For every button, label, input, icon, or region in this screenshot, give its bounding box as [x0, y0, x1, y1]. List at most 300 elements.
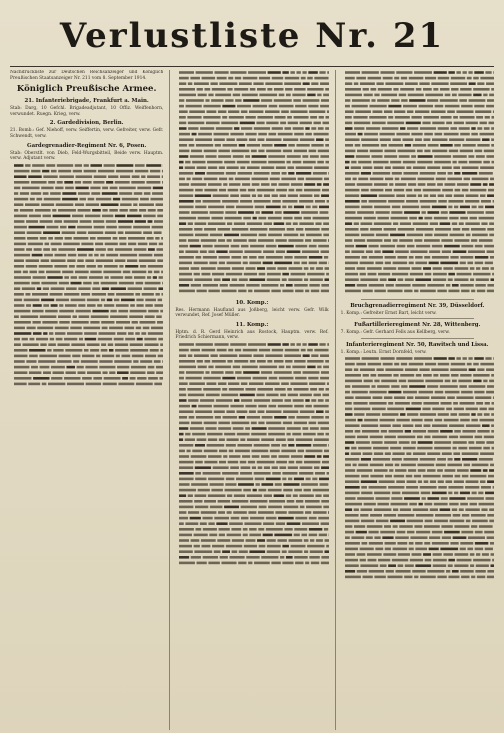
- print-stroke: [121, 354, 130, 357]
- print-stroke: [196, 528, 202, 531]
- print-stroke: [449, 150, 458, 153]
- print-stroke: [141, 175, 145, 178]
- print-stroke: [391, 99, 399, 102]
- print-stroke: [67, 259, 75, 262]
- print-stroke: [179, 284, 189, 287]
- print-stroke: [274, 494, 285, 497]
- print-stroke: [202, 77, 216, 80]
- print-stroke: [309, 150, 317, 153]
- print-stroke: [237, 105, 251, 108]
- print-stroke: [400, 127, 405, 130]
- print-stroke: [485, 358, 491, 361]
- print-stroke: [395, 537, 409, 540]
- print-stroke: [248, 290, 252, 293]
- print-stroke: [301, 77, 306, 80]
- print-stroke: [296, 172, 311, 175]
- print-stroke: [213, 194, 229, 197]
- print-stroke: [80, 220, 92, 223]
- print-stroke: [195, 222, 207, 225]
- print-stroke: [437, 481, 443, 484]
- print-stroke: [157, 259, 163, 262]
- print-stroke: [466, 363, 471, 366]
- print-stroke: [414, 239, 422, 242]
- print-stroke: [465, 200, 479, 203]
- print-stroke: [94, 175, 107, 178]
- print-stroke: [195, 278, 213, 281]
- print-stroke: [186, 105, 202, 108]
- print-stroke: [246, 388, 256, 391]
- print-stroke: [307, 273, 324, 276]
- print-stroke: [20, 192, 29, 195]
- print-stroke: [14, 343, 21, 346]
- print-stroke: [408, 77, 423, 80]
- print-stroke: [179, 506, 193, 509]
- print-stroke: [139, 254, 153, 257]
- print-stroke: [229, 455, 240, 458]
- print-stroke: [151, 326, 163, 329]
- print-stroke: [239, 278, 248, 281]
- print-stroke: [91, 192, 100, 195]
- print-stroke: [119, 265, 123, 268]
- print-stroke: [188, 388, 202, 391]
- print-stroke: [14, 354, 27, 357]
- print-stroke: [22, 287, 35, 290]
- print-stroke: [486, 391, 494, 394]
- print-stroke: [192, 433, 205, 436]
- print-stroke: [479, 239, 493, 242]
- print-stroke: [25, 164, 30, 167]
- print-stroke: [64, 377, 80, 380]
- print-stroke: [244, 99, 260, 102]
- print-stroke: [253, 489, 257, 492]
- print-stroke: [188, 127, 198, 130]
- print-stroke: [458, 509, 463, 512]
- print-stroke: [460, 503, 468, 506]
- print-stroke: [433, 273, 447, 276]
- print-stroke: [215, 144, 221, 147]
- print-stroke: [195, 444, 205, 447]
- print-stroke: [396, 133, 409, 136]
- print-stroke: [475, 278, 488, 281]
- print-stroke: [396, 194, 405, 197]
- print-stroke: [409, 99, 425, 102]
- print-stroke: [461, 531, 473, 534]
- print-stroke: [232, 267, 244, 270]
- print-stroke: [293, 399, 304, 402]
- print-stroke: [304, 189, 320, 192]
- print-stroke: [471, 178, 488, 181]
- print-stroke: [204, 388, 221, 391]
- print-stroke: [373, 161, 388, 164]
- print-stroke: [410, 250, 427, 253]
- print-stroke: [93, 220, 104, 223]
- print-stroke: [366, 526, 382, 529]
- print-stroke: [106, 254, 118, 257]
- print-stroke: [259, 489, 267, 492]
- print-stroke: [394, 116, 409, 119]
- print-stroke: [452, 284, 459, 287]
- print-stroke: [51, 304, 58, 307]
- print-stroke: [345, 514, 359, 517]
- print-stroke: [318, 161, 325, 164]
- print-stroke: [102, 371, 107, 374]
- print-stroke: [412, 144, 425, 147]
- print-stroke: [405, 408, 420, 411]
- print-stroke: [67, 332, 83, 335]
- print-stroke: [453, 453, 460, 456]
- print-stroke: [222, 562, 237, 565]
- print-stroke: [42, 382, 47, 385]
- print-stroke: [478, 492, 483, 495]
- print-stroke: [303, 433, 316, 436]
- print-stroke: [437, 414, 448, 417]
- print-stroke: [345, 194, 359, 197]
- print-stroke: [55, 254, 67, 257]
- print-stroke: [326, 388, 329, 391]
- print-stroke: [29, 338, 34, 341]
- print-stroke: [454, 267, 468, 270]
- print-stroke: [98, 170, 114, 173]
- print-stroke: [66, 366, 75, 369]
- print-stroke: [384, 166, 390, 169]
- print-stroke: [371, 155, 382, 158]
- print-stroke: [420, 290, 436, 293]
- print-stroke: [259, 150, 265, 153]
- print-stroke: [179, 472, 194, 475]
- army-heading: Königlich Preußische Armee.: [16, 84, 157, 95]
- print-stroke: [345, 290, 361, 293]
- print-stroke: [345, 256, 360, 259]
- print-stroke: [160, 343, 163, 346]
- print-stroke: [81, 293, 90, 296]
- print-stroke: [372, 172, 390, 175]
- print-stroke: [32, 293, 48, 296]
- print-stroke: [194, 354, 209, 357]
- print-stroke: [261, 99, 272, 102]
- print-stroke: [375, 498, 389, 501]
- print-stroke: [266, 422, 281, 425]
- print-stroke: [345, 105, 350, 108]
- print-stroke: [229, 450, 234, 453]
- print-stroke: [295, 489, 303, 492]
- print-stroke: [473, 363, 479, 366]
- print-stroke: [219, 166, 225, 169]
- print-stroke: [227, 262, 242, 265]
- print-stroke: [179, 349, 189, 352]
- print-stroke: [435, 464, 445, 467]
- print-stroke: [51, 242, 62, 245]
- print-stroke: [39, 265, 53, 268]
- print-stroke: [487, 576, 494, 579]
- print-stroke: [321, 427, 329, 430]
- print-stroke: [50, 192, 61, 195]
- print-stroke: [379, 133, 394, 136]
- print-stroke: [195, 172, 205, 175]
- print-stroke: [406, 166, 411, 169]
- print-stroke: [229, 178, 234, 181]
- print-stroke: [161, 237, 163, 240]
- print-stroke: [218, 539, 231, 542]
- print-stroke: [122, 377, 128, 380]
- print-stroke: [14, 360, 25, 363]
- print-stroke: [345, 542, 360, 545]
- print-stroke: [78, 287, 90, 290]
- print-stroke: [259, 405, 268, 408]
- print-stroke: [314, 438, 328, 441]
- print-stroke: [96, 198, 111, 201]
- print-stroke: [437, 77, 448, 80]
- print-stroke: [264, 466, 270, 469]
- print-stroke: [125, 326, 135, 329]
- print-stroke: [283, 562, 294, 565]
- print-stroke: [314, 405, 329, 408]
- print-stroke: [477, 369, 484, 372]
- print-stroke: [319, 262, 327, 265]
- print-stroke: [227, 239, 232, 242]
- print-stroke: [148, 270, 152, 273]
- print-stroke: [484, 531, 494, 534]
- print-stroke: [119, 242, 126, 245]
- print-stroke: [128, 242, 136, 245]
- print-stroke: [52, 248, 57, 251]
- print-stroke: [456, 559, 471, 562]
- print-stroke: [147, 175, 160, 178]
- print-stroke: [99, 360, 112, 363]
- print-stroke: [324, 178, 328, 181]
- print-stroke: [191, 211, 208, 214]
- print-stroke: [274, 222, 285, 225]
- print-stroke: [46, 270, 61, 273]
- print-stroke: [371, 99, 375, 102]
- print-stroke: [369, 436, 382, 439]
- print-stroke: [294, 150, 307, 153]
- print-stroke: [208, 494, 226, 497]
- print-stroke: [136, 326, 141, 329]
- print-stroke: [423, 194, 428, 197]
- print-stroke: [312, 354, 319, 357]
- print-stroke: [248, 343, 266, 346]
- print-stroke: [431, 397, 446, 400]
- print-stroke: [92, 310, 108, 313]
- print-stroke: [57, 360, 71, 363]
- print-stroke: [268, 217, 282, 220]
- print-stroke: [120, 203, 131, 206]
- print-stroke: [26, 259, 39, 262]
- print-stroke: [284, 506, 299, 509]
- print-stroke: [107, 248, 113, 251]
- print-stroke: [320, 71, 326, 74]
- print-stroke: [179, 416, 187, 419]
- print-stroke: [284, 483, 300, 486]
- print-stroke: [93, 377, 102, 380]
- print-stroke: [250, 245, 264, 248]
- print-stroke: [217, 522, 228, 525]
- print-stroke: [262, 556, 279, 559]
- print-stroke: [304, 217, 311, 220]
- print-stroke: [468, 82, 475, 85]
- print-stroke: [295, 290, 303, 293]
- print-stroke: [246, 267, 256, 270]
- print-stroke: [81, 360, 98, 363]
- print-stroke: [83, 282, 92, 285]
- print-stroke: [374, 453, 383, 456]
- print-stroke: [313, 511, 327, 514]
- print-stroke: [50, 293, 63, 296]
- print-stroke: [53, 371, 64, 374]
- print-stroke: [470, 554, 475, 557]
- print-stroke: [109, 349, 113, 352]
- print-stroke: [491, 425, 494, 428]
- print-stroke: [227, 438, 239, 441]
- print-stroke: [263, 262, 273, 265]
- print-stroke: [69, 265, 75, 268]
- print-stroke: [359, 559, 365, 562]
- print-stroke: [379, 138, 390, 141]
- print-stroke: [179, 110, 188, 113]
- print-stroke: [366, 537, 373, 540]
- print-stroke: [447, 565, 452, 568]
- print-stroke: [352, 99, 370, 102]
- print-stroke: [323, 366, 328, 369]
- print-stroke: [134, 248, 147, 251]
- print-stroke: [28, 226, 44, 229]
- print-stroke: [308, 88, 324, 91]
- print-stroke: [470, 278, 474, 281]
- print-stroke: [14, 332, 31, 335]
- print-stroke: [284, 211, 300, 214]
- print-stroke: [395, 183, 406, 186]
- print-stroke: [294, 116, 309, 119]
- print-stroke: [417, 442, 432, 445]
- print-stroke: [469, 447, 482, 450]
- print-stroke: [288, 394, 298, 397]
- print-stroke: [235, 77, 241, 80]
- print-stroke: [258, 239, 274, 242]
- print-stroke: [471, 514, 486, 517]
- print-stroke: [313, 206, 318, 209]
- print-stroke: [27, 237, 38, 240]
- print-stroke: [475, 570, 485, 573]
- print-stroke: [374, 250, 380, 253]
- print-stroke: [427, 570, 444, 573]
- print-stroke: [361, 234, 374, 237]
- print-stroke: [179, 94, 196, 97]
- print-stroke: [345, 442, 354, 445]
- print-stroke: [77, 248, 94, 251]
- print-stroke: [235, 88, 249, 91]
- print-stroke: [179, 405, 190, 408]
- print-stroke: [321, 194, 328, 197]
- print-stroke: [86, 203, 99, 206]
- print-stroke: [345, 425, 360, 428]
- print-stroke: [14, 270, 21, 273]
- print-stroke: [419, 200, 436, 203]
- print-stroke: [278, 517, 294, 520]
- print-stroke: [33, 332, 42, 335]
- print-stroke: [82, 354, 94, 357]
- print-stroke: [133, 360, 138, 363]
- print-stroke: [65, 237, 72, 240]
- print-stroke: [152, 192, 163, 195]
- print-stroke: [14, 287, 20, 290]
- print-stroke: [389, 470, 393, 473]
- print-stroke: [59, 321, 69, 324]
- print-stroke: [368, 200, 386, 203]
- print-stroke: [289, 539, 303, 542]
- print-stroke: [72, 315, 76, 318]
- print-stroke: [218, 511, 225, 514]
- print-stroke: [264, 494, 272, 497]
- print-stroke: [179, 444, 193, 447]
- print-stroke: [294, 99, 302, 102]
- print-stroke: [404, 498, 420, 501]
- print-stroke: [62, 231, 76, 234]
- print-stroke: [47, 349, 51, 352]
- print-stroke: [241, 438, 246, 441]
- print-stroke: [474, 71, 484, 74]
- print-stroke: [345, 531, 354, 534]
- print-stroke: [453, 194, 463, 197]
- print-stroke: [308, 360, 324, 363]
- print-stroke: [463, 464, 469, 467]
- print-stroke: [434, 155, 451, 158]
- print-stroke: [235, 99, 241, 102]
- print-stroke: [239, 144, 245, 147]
- print-stroke: [434, 442, 451, 445]
- section-heading: 11. Komp.:: [235, 321, 269, 328]
- print-stroke: [452, 537, 466, 540]
- print-stroke: [14, 293, 24, 296]
- print-stroke: [261, 455, 270, 458]
- print-stroke: [361, 71, 378, 74]
- print-stroke: [282, 382, 290, 385]
- print-stroke: [449, 498, 465, 501]
- print-stroke: [424, 256, 430, 259]
- print-stroke: [31, 170, 40, 173]
- print-stroke: [193, 450, 203, 453]
- print-stroke: [191, 422, 202, 425]
- print-stroke: [345, 374, 361, 377]
- print-stroke: [353, 222, 358, 225]
- print-stroke: [291, 273, 306, 276]
- print-stroke: [145, 298, 156, 301]
- print-stroke: [258, 466, 263, 469]
- print-stroke: [225, 217, 242, 220]
- print-stroke: [276, 438, 286, 441]
- print-stroke: [450, 363, 464, 366]
- print-stroke: [251, 422, 257, 425]
- print-stroke: [99, 366, 115, 369]
- print-stroke: [286, 284, 293, 287]
- print-stroke: [358, 447, 371, 450]
- print-stroke: [280, 556, 284, 559]
- print-stroke: [310, 427, 319, 430]
- print-stroke: [411, 155, 416, 158]
- print-stroke: [369, 464, 383, 467]
- print-stroke: [250, 517, 264, 520]
- print-stroke: [206, 427, 217, 430]
- print-stroke: [345, 234, 359, 237]
- print-stroke: [452, 380, 457, 383]
- print-stroke: [14, 181, 29, 184]
- print-stroke: [296, 189, 302, 192]
- print-texture: [14, 163, 163, 387]
- print-stroke: [415, 565, 431, 568]
- print-stroke: [245, 250, 262, 253]
- print-stroke: [202, 545, 211, 548]
- print-stroke: [93, 181, 104, 184]
- print-stroke: [197, 88, 203, 91]
